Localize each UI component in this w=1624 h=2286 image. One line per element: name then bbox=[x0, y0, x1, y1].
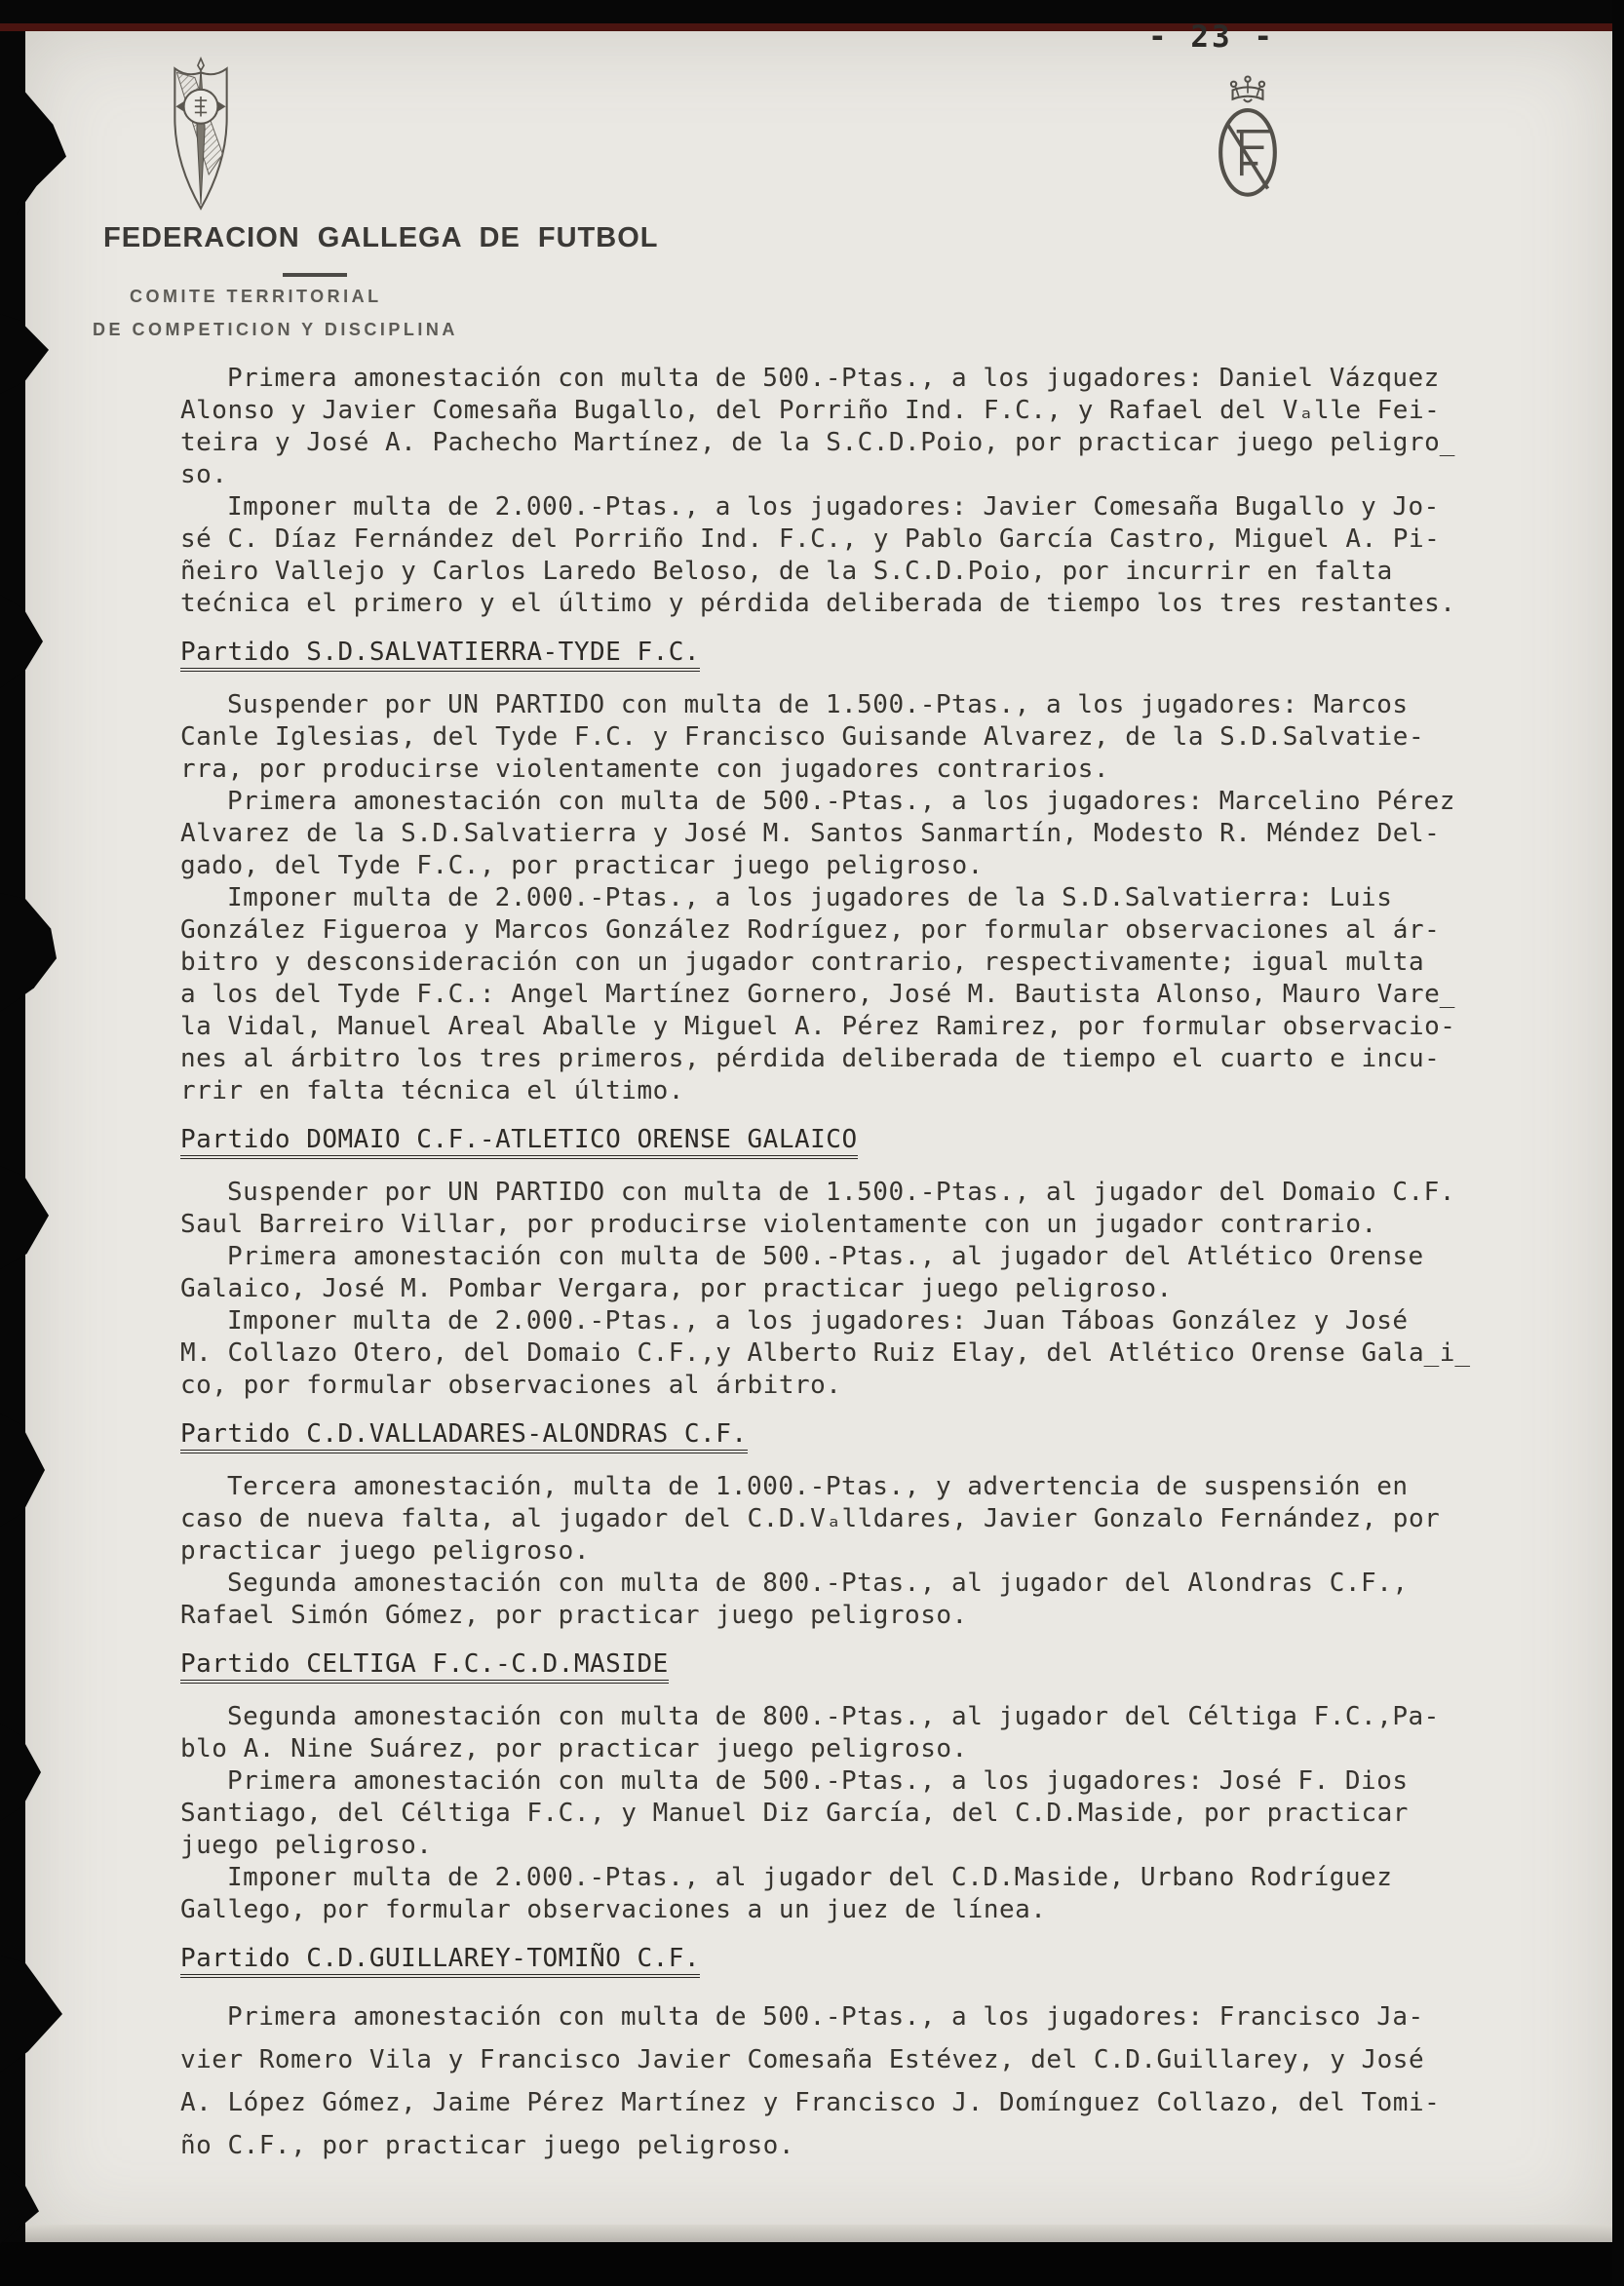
body-line: Santiago, del Céltiga F.C., y Manuel Diz García, del C.D.Maside, por practicar bbox=[180, 1799, 1409, 1828]
body-line: Primera amonestación con multa de 500.-Ptas., a los jugadores: José F. Dios bbox=[227, 1766, 1409, 1796]
scan-border-bottom bbox=[0, 2242, 1624, 2286]
body-line: Suspender por UN PARTIDO con multa de 1.500.-Ptas., a los jugadores: Marcos bbox=[227, 690, 1409, 719]
body-line: Saul Barreiro Villar, por producirse violentamente con un jugador contrario. bbox=[180, 1210, 1377, 1239]
document-body bbox=[180, 363, 1487, 2167]
paragraph bbox=[180, 1177, 1487, 1241]
body-line: Segunda amonestación con multa de 800.-Ptas., al jugador del Alondras C.F., bbox=[227, 1569, 1409, 1598]
scan-border-right bbox=[1612, 0, 1624, 2286]
paragraph bbox=[180, 1765, 1487, 1862]
body-line: M. Collazo Otero, del Domaio C.F.,y Alberto Ruiz Elay, del Atlético Orense Gala̲i̲ bbox=[180, 1338, 1471, 1368]
body-line: blo A. Nine Suárez, por practicar juego peligroso. bbox=[180, 1734, 968, 1763]
body-line: la Vidal, Manuel Areal Aballe y Miguel A. Pérez Ramirez, por formular observacio- bbox=[180, 1012, 1456, 1041]
page-number: - 23 - bbox=[1148, 19, 1275, 55]
body-line: Primera amonestación con multa de 500.-Ptas., a los jugadores: Daniel Vázquez bbox=[227, 364, 1440, 393]
body-line: A. López Gómez, Jaime Pérez Martínez y Francisco J. Domínguez Collazo, del Tomi- bbox=[180, 2088, 1441, 2117]
body-line: ño C.F., por practicar juego peligroso. bbox=[180, 2131, 794, 2160]
letterhead-org-title: FEDERACION GALLEGA DE FUTBOL bbox=[103, 222, 659, 253]
section-heading: Partido C.D.GUILLAREY-TOMIÑO C.F. bbox=[180, 1946, 700, 1978]
body-line: so. bbox=[180, 460, 228, 489]
body-line: Imponer multa de 2.000.-Ptas., a los jugadores de la S.D.Salvatierra: Luis bbox=[227, 883, 1393, 912]
body-line: Primera amonestación con multa de 500.-Ptas., al jugador del Atlético Orense bbox=[227, 1242, 1424, 1271]
body-line: Alvarez de la S.D.Salvatierra y José M. Santos Sanmartín, Modesto R. Méndez Del- bbox=[180, 819, 1441, 848]
paragraph bbox=[180, 363, 1487, 491]
body-line: Segunda amonestación con multa de 800.-Ptas., al jugador del Céltiga F.C.,Pa- bbox=[227, 1702, 1440, 1731]
body-line: Gallego, por formular observaciones a un juez de línea. bbox=[180, 1895, 1047, 1924]
section-heading: Partido S.D.SALVATIERRA-TYDE F.C. bbox=[180, 639, 700, 672]
paragraph bbox=[180, 1995, 1487, 2167]
body-line: Alonso y Javier Comesaña Bugallo, del Porriño Ind. F.C., y Rafael del Vₐlle Fei- bbox=[180, 396, 1441, 425]
body-line: rra, por producirse violentamente con jugadores contrarios. bbox=[180, 755, 1110, 784]
body-line: Imponer multa de 2.000.-Ptas., al jugador del C.D.Maside, Urbano Rodríguez bbox=[227, 1863, 1393, 1892]
paragraph bbox=[180, 1241, 1487, 1305]
body-line: Primera amonestación con multa de 500.-Ptas., a los jugadores: Francisco Ja- bbox=[227, 2002, 1424, 2032]
paragraph bbox=[180, 1305, 1487, 1402]
body-line: Rafael Simón Gómez, por practicar juego peligroso. bbox=[180, 1601, 968, 1630]
body-line: Galaico, José M. Pombar Vergara, por practicar juego peligroso. bbox=[180, 1274, 1173, 1303]
letterhead-committee-line-2: DE COMPETICION Y DISCIPLINA bbox=[93, 320, 458, 339]
paragraph bbox=[180, 1701, 1487, 1765]
paper-bottom-shadow bbox=[25, 2225, 1612, 2242]
body-line: Tercera amonestación, multa de 1.000.-Ptas., y advertencia de suspensión en bbox=[227, 1472, 1409, 1501]
section-heading: Partido C.D.VALLADARES-ALONDRAS C.F. bbox=[180, 1421, 748, 1453]
body-line: gado, del Tyde F.C., por practicar juego peligroso. bbox=[180, 851, 984, 880]
paragraph bbox=[180, 1862, 1487, 1926]
body-line: Suspender por UN PARTIDO con multa de 1.500.-Ptas., al jugador del Domaio C.F. bbox=[227, 1178, 1455, 1207]
body-line: rrir en falta técnica el último. bbox=[180, 1076, 684, 1105]
body-line: González Figueroa y Marcos González Rodríguez, por formular observaciones al ár- bbox=[180, 915, 1441, 945]
body-line: juego peligroso. bbox=[180, 1831, 433, 1860]
section-heading: Partido DOMAIO C.F.-ATLETICO ORENSE GALAICO bbox=[180, 1127, 858, 1159]
body-line: Canle Iglesias, del Tyde F.C. y Francisco Guisande Alvarez, de la S.D.Salvatie- bbox=[180, 722, 1425, 752]
body-line: caso de nueva falta, al jugador del C.D.Vₐlldares, Javier Gonzalo Fernández, por bbox=[180, 1504, 1441, 1533]
paragraph bbox=[180, 491, 1487, 620]
paragraph bbox=[180, 689, 1487, 786]
body-line: Imponer multa de 2.000.-Ptas., a los jugadores: Juan Táboas González y José bbox=[227, 1306, 1409, 1336]
paragraph bbox=[180, 786, 1487, 882]
paragraph bbox=[180, 1568, 1487, 1632]
body-line: nes al árbitro los tres primeros, pérdida deliberada de tiempo el cuarto e incu- bbox=[180, 1044, 1441, 1073]
scan-top-stripe bbox=[0, 23, 1624, 31]
section-heading: Partido CELTIGA F.C.-C.D.MASIDE bbox=[180, 1651, 669, 1684]
letterhead-committee-line-1: COMITE TERRITORIAL bbox=[130, 287, 382, 306]
body-line: practicar juego peligroso. bbox=[180, 1536, 590, 1566]
letterhead-rule bbox=[283, 273, 347, 277]
body-line: teira y José A. Pachecho Martínez, de la S.C.D.Poio, por practicar juego peligro̲ bbox=[180, 428, 1455, 457]
body-line: co, por formular observaciones al árbitro. bbox=[180, 1371, 842, 1400]
paragraph bbox=[180, 1471, 1487, 1568]
body-line: sé C. Díaz Fernández del Porriño Ind. F.C., y Pablo García Castro, Miguel A. Pi- bbox=[180, 524, 1441, 554]
fgf-shield-icon bbox=[164, 57, 238, 220]
body-line: a los del Tyde F.C.: Angel Martínez Gornero, José M. Bautista Alonso, Mauro Vare̲ bbox=[180, 980, 1455, 1009]
body-line: ñeiro Vallejo y Carlos Laredo Beloso, de la S.C.D.Poio, por incurrir en falta bbox=[180, 557, 1393, 586]
body-line: vier Romero Vila y Francisco Javier Comesaña Estévez, del C.D.Guillarey, y José bbox=[180, 2045, 1425, 2074]
body-line: bitro y desconsideración con un jugador contrario, respectivamente; igual multa bbox=[180, 948, 1425, 977]
body-line: Imponer multa de 2.000.-Ptas., a los jugadores: Javier Comesaña Bugallo y Jo- bbox=[227, 492, 1440, 522]
paragraph bbox=[180, 882, 1487, 1107]
rfef-crest-icon bbox=[1205, 74, 1291, 209]
body-line: Primera amonestación con multa de 500.-Ptas., a los jugadores: Marcelino Pérez bbox=[227, 787, 1455, 816]
body-line: tećnica el primero y el último y pérdida deliberada de tiempo los tres restantes. bbox=[180, 589, 1456, 618]
